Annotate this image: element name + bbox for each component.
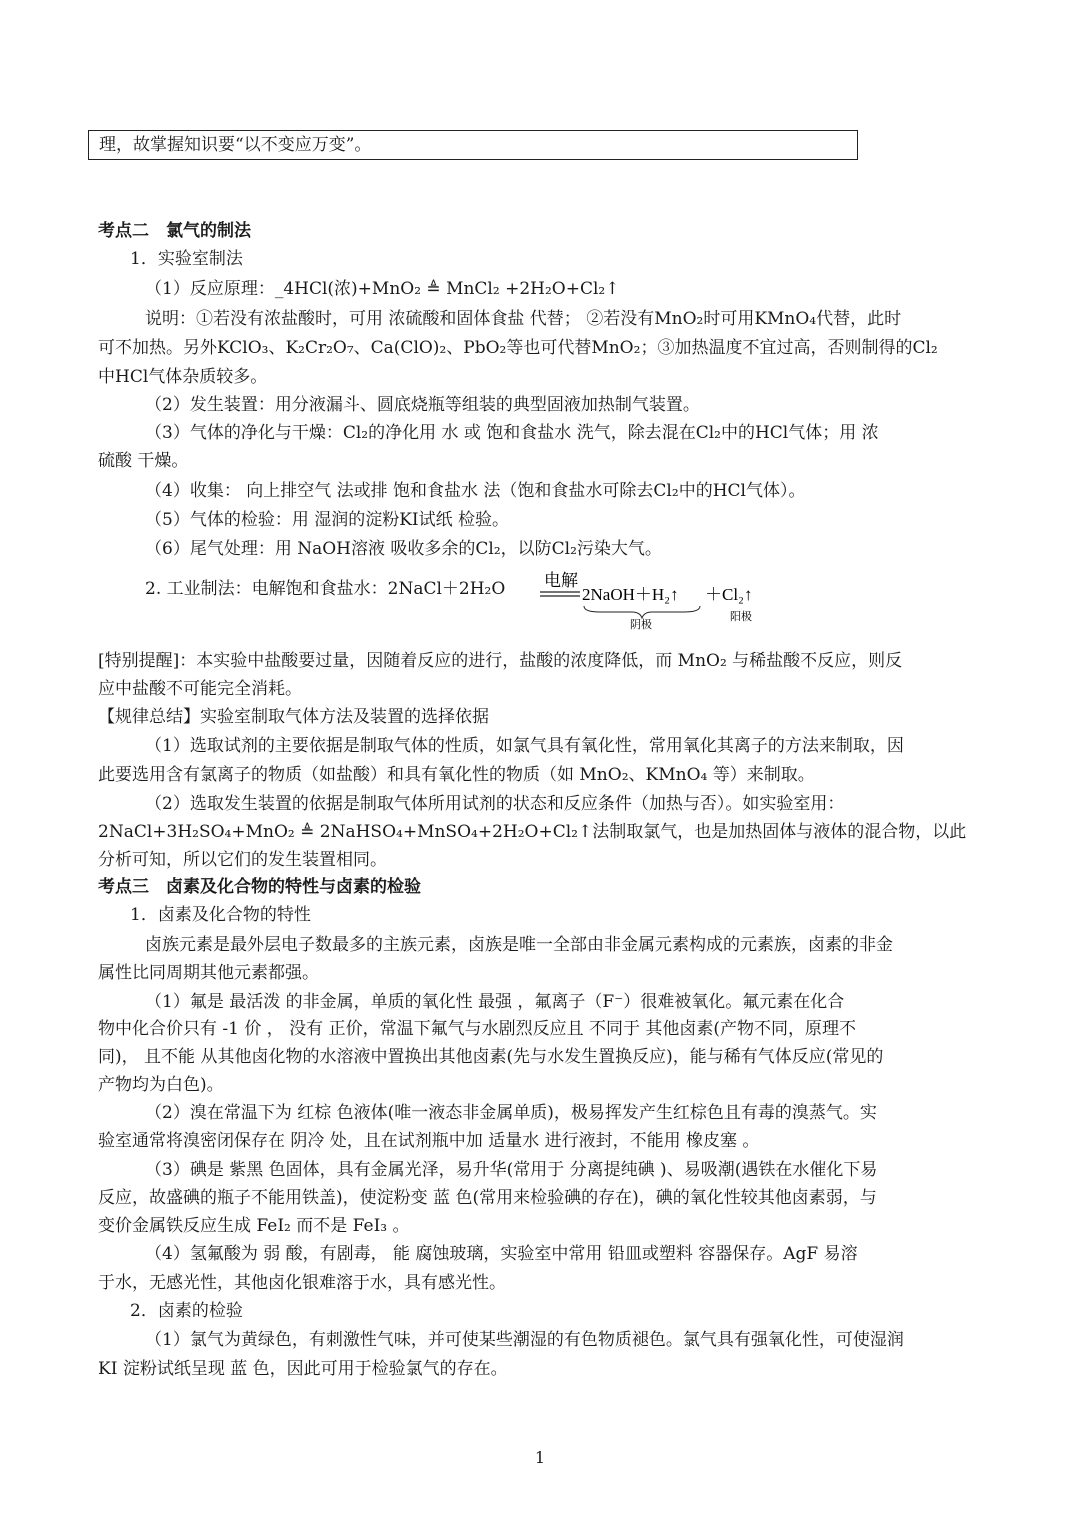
text-line: （2）发生装置：用分液漏斗、圆底烧瓶等组装的典型固液加热制气装置。 xyxy=(145,395,700,415)
eq-cathode-label: 阴极 xyxy=(630,618,652,630)
text-line: 2NaCl+3H₂SO₄+MnO₂ ≜ 2NaHSO₄+MnSO₄+2H₂O+Cl₂↑法制取氯气，也是加热固体与液体的混合物，以此 xyxy=(98,822,967,842)
eq-anode-label: 阳极 xyxy=(730,610,752,623)
text-line: （3）气体的净化与干燥：Cl₂的净化用 水 或 饱和食盐水 洗气，除去混在Cl₂中的HCl气体；用 浓 xyxy=(145,423,879,443)
text-line: 中HCl气体杂质较多。 xyxy=(98,367,268,387)
text-line: 属性比同周期其他元素都强。 xyxy=(98,963,319,983)
text-line: 卤族元素是最外层电子数最多的主族元素，卤族是唯一全部由非金属元素构成的元素族，卤素的非金 xyxy=(145,935,893,955)
text-line: （1）反应原理：_4HCl(浓)+MnO₂ ≜ MnCl₂ +2H₂O+Cl₂↑ xyxy=(145,279,620,299)
text-line: 反应，故盛碘的瓶子不能用铁盖)，使淀粉变 蓝 色(常用来检验碘的存在)，碘的氧化性较其他卤素弱，与 xyxy=(98,1188,877,1208)
text-line: 物中化合价只有 -1 价 ， 没有 正价，常温下氟气与水剧烈反应且 不同于 其他卤素(产物不同，原理不 xyxy=(98,1019,857,1039)
text-line: （2）溴在常温下为 红棕 色液体(唯一液态非金属单质)，极易挥发产生红棕色且有毒的溴蒸气。实 xyxy=(145,1103,877,1123)
section-heading-3: 考点三 卤素及化合物的特性与卤素的检验 xyxy=(98,877,421,897)
eq-lhs: 2NaCl＋2H₂O xyxy=(387,579,506,599)
page-number: 1 xyxy=(534,1448,546,1467)
subheading: 2．卤素的检验 xyxy=(130,1301,243,1321)
text-line: （2）选取发生装置的依据是制取气体所用试剂的状态和反应条件（加热与否）。如实验室用： xyxy=(145,794,845,814)
text-line: （1）选取试剂的主要依据是制取气体的性质，如氯气具有氧化性，常用氧化其离子的方法来制取，因 xyxy=(145,736,904,756)
equation-graphic xyxy=(540,570,800,630)
text-line: 同)， 且不能 从其他卤化物的水溶液中置换出其他卤素(先与水发生置换反应)，能与稀有气体反应(常见的 xyxy=(98,1047,884,1067)
eq-rhs2: ＋Cl₂↑ xyxy=(705,585,753,604)
text-line: （4）氢氟酸为 弱 酸，有剧毒， 能 腐蚀玻璃，实验室中常用 铅皿或塑料 容器保存。AgF 易溶 xyxy=(145,1244,858,1264)
eq-rhs1: 2NaOH＋H₂↑ xyxy=(582,585,679,604)
subheading: 1．卤素及化合物的特性 xyxy=(130,905,311,925)
industrial-equation xyxy=(145,576,505,603)
text-line: （3）碘是 紫黑 色固体，具有金属光泽，易升华(常用于 分离提纯碘 )、易吸潮(遇铁在水催化下易 xyxy=(145,1160,878,1180)
note-box: 理，故掌握知识要“以不变应万变”。 xyxy=(88,130,858,160)
text-line: （5）气体的检验：用 湿润的淀粉KI试纸 检验。 xyxy=(145,510,510,530)
text-line: 于水，无感光性，其他卤化银难溶于水，具有感光性。 xyxy=(98,1273,506,1293)
text-line: 硫酸 干燥。 xyxy=(98,451,189,471)
text-line: （1）氟是 最活泼 的非金属，单质的氧化性 最强 ，氟离子（F⁻）很难被氧化。氟元素在化合 xyxy=(145,992,845,1012)
text-line: 说明：①若没有浓盐酸时，可用 浓硫酸和固体食盐 代替； ②若没有MnO₂时可用KMnO₄代替，此时 xyxy=(145,309,902,329)
eq-condition: 电解 xyxy=(544,571,578,590)
eq-prefix: 2. 工业制法：电解饱和食盐水： xyxy=(145,579,388,599)
section-heading-2: 考点二 氯气的制法 xyxy=(98,221,251,241)
reminder-line: [特别提醒]：本实验中盐酸要过量，因随着反应的进行，盐酸的浓度降低，而 MnO₂ 与稀盐酸不反应，则反 xyxy=(98,651,903,671)
brace xyxy=(584,606,700,618)
text-line: 产物均为白色)。 xyxy=(98,1075,224,1095)
text-line: 应中盐酸不可能完全消耗。 xyxy=(98,679,302,699)
text-line: （1）氯气为黄绿色，有刺激性气味，并可使某些潮湿的有色物质褪色。氯气具有强氧化性，可使湿润 xyxy=(145,1330,904,1350)
text-line: 可不加热。另外KClO₃、K₂Cr₂O₇、Ca(ClO)₂、PbO₂等也可代替MnO₂；③加热温度不宜过高，否则制得的Cl₂ xyxy=(98,338,938,358)
text-line: （6）尾气处理：用 NaOH溶液 吸收多余的Cl₂，以防Cl₂污染大气。 xyxy=(145,539,662,559)
text-line: 验室通常将溴密闭保存在 阴冷 处，且在试剂瓶中加 适量水 进行液封，不能用 橡皮塞 。 xyxy=(98,1131,760,1151)
summary-heading: 【规律总结】实验室制取气体方法及装置的选择依据 xyxy=(98,707,489,727)
subheading: 1．实验室制法 xyxy=(130,249,243,269)
text-line: KI 淀粉试纸呈现 蓝 色，因此可用于检验氯气的存在。 xyxy=(98,1359,508,1379)
text-line: 此要选用含有氯离子的物质（如盐酸）和具有氧化性的物质（如 MnO₂、KMnO₄ 等）来制取。 xyxy=(98,765,815,785)
text-line: （4）收集： 向上排空气 法或排 饱和食盐水 法（饱和食盐水可除去Cl₂中的HCl气体）。 xyxy=(145,481,806,501)
text-line: 变价金属铁反应生成 FeI₂ 而不是 FeI₃ 。 xyxy=(98,1216,410,1236)
text-line: 分析可知，所以它们的发生装置相同。 xyxy=(98,850,387,870)
